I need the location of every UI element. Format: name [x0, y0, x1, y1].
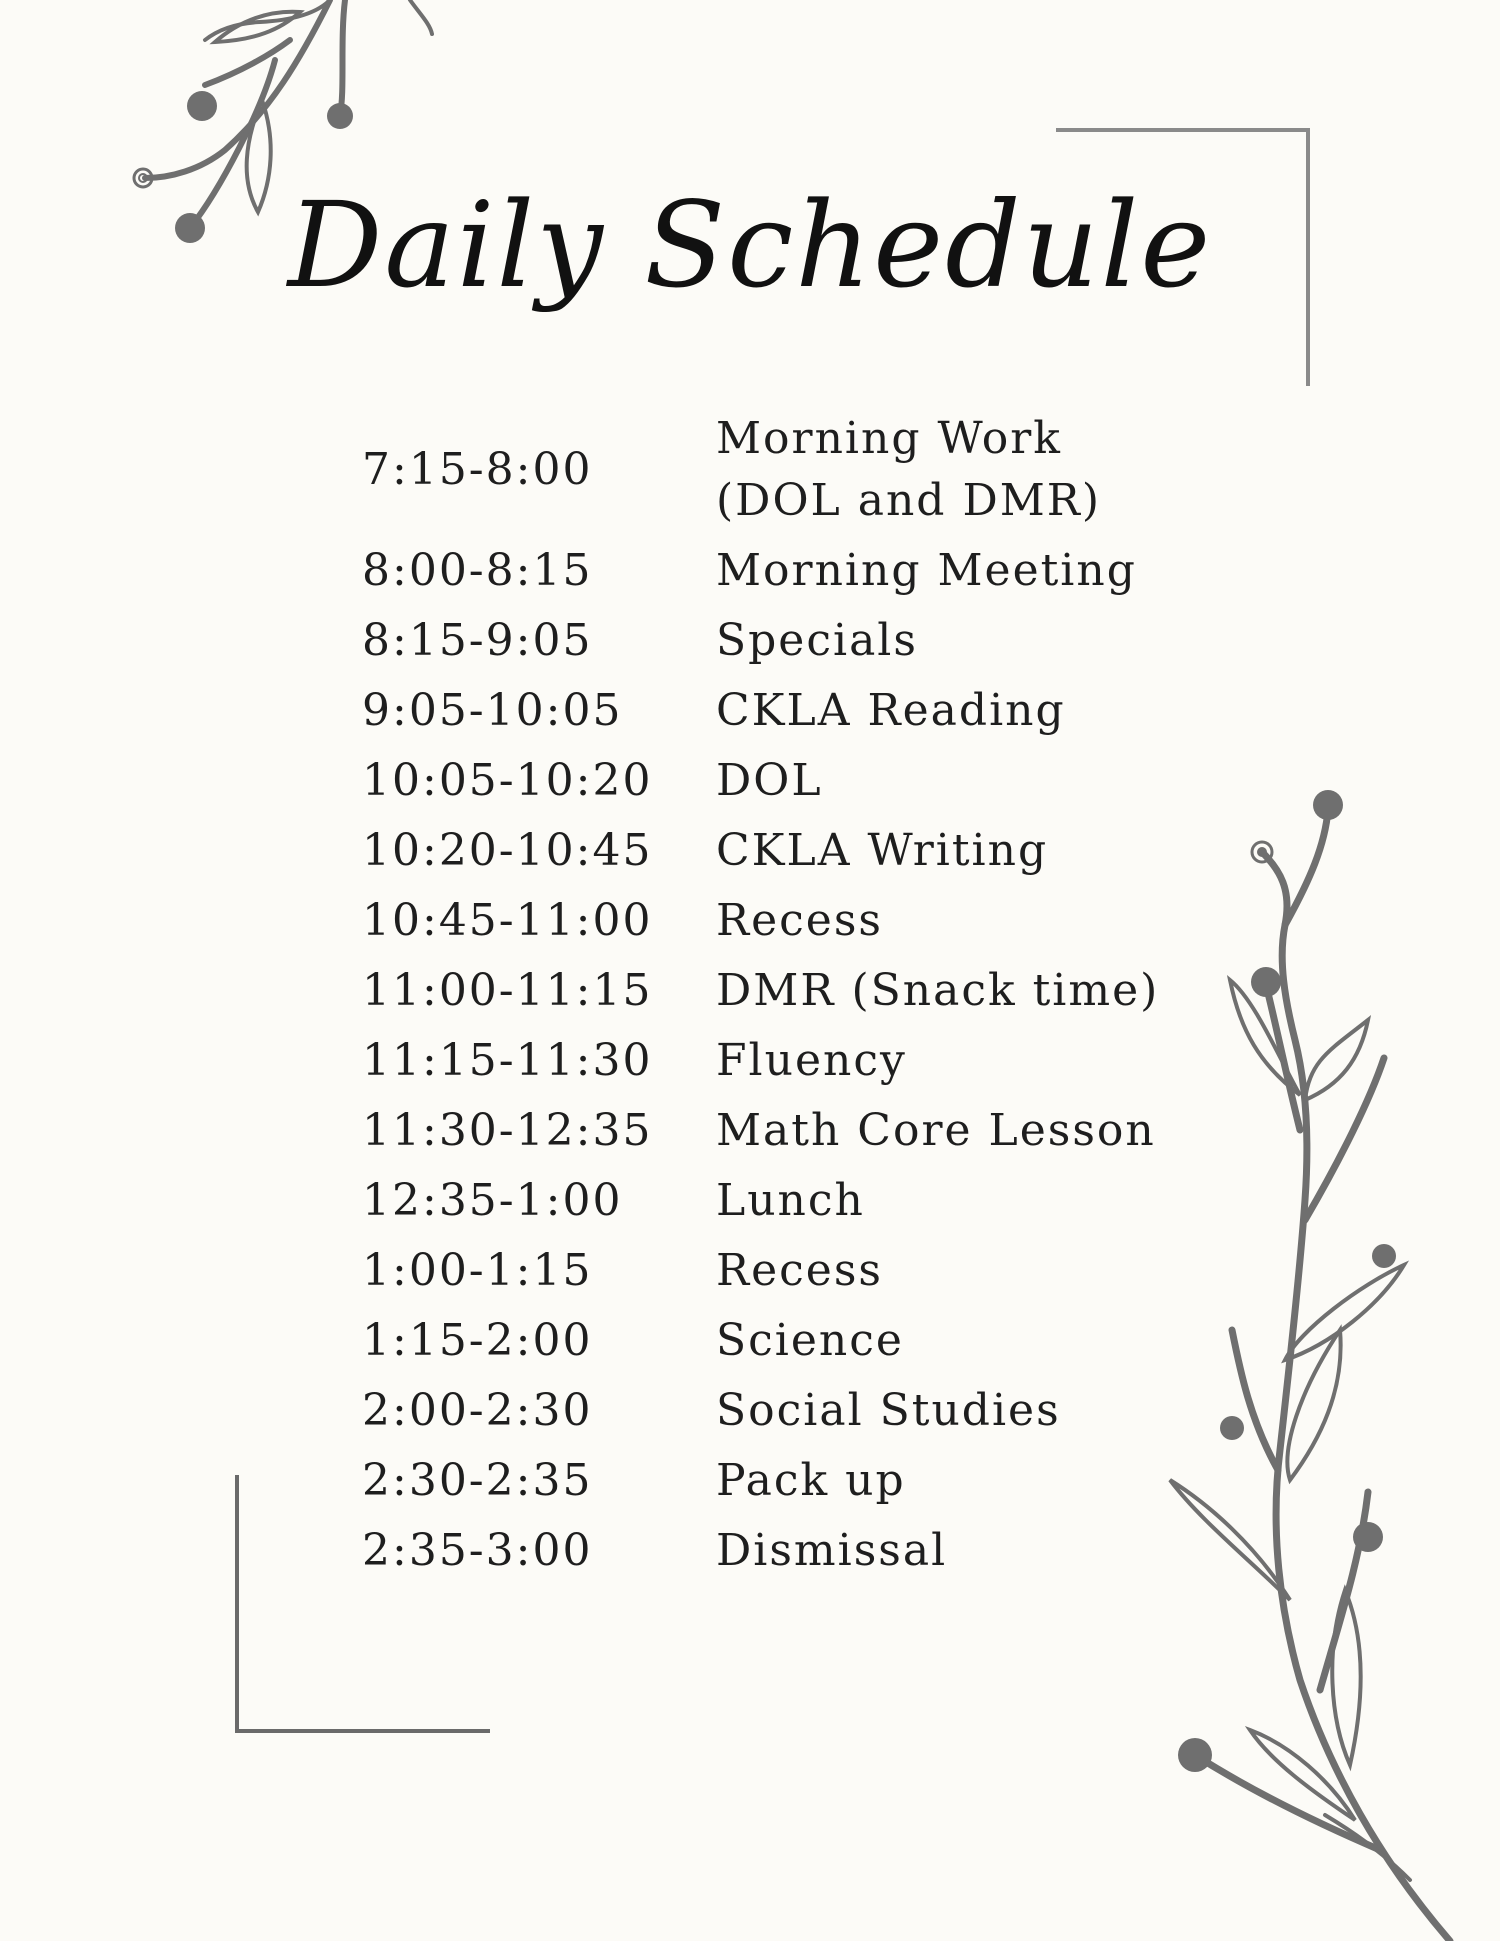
- schedule-time: 8:15-9:05: [362, 615, 593, 666]
- schedule-time: 10:05-10:20: [362, 755, 653, 806]
- schedule-activity: CKLA Writing: [716, 825, 1049, 876]
- schedule-activity: [716, 408, 1262, 532]
- schedule-time: 11:00-11:15: [362, 965, 653, 1016]
- schedule-row: [362, 1170, 1262, 1240]
- schedule-time: 1:00-1:15: [362, 1245, 593, 1296]
- schedule-time: 12:35-1:00: [362, 1175, 623, 1226]
- schedule-time: 2:30-2:35: [362, 1455, 593, 1506]
- schedule-list: [362, 400, 1262, 1590]
- schedule-activity: Pack up: [716, 1455, 906, 1506]
- schedule-time: 9:05-10:05: [362, 685, 623, 736]
- schedule-row: [362, 1310, 1262, 1380]
- schedule-row: [362, 400, 1262, 540]
- schedule-row: [362, 1100, 1262, 1170]
- schedule-activity: DMR (Snack time): [716, 965, 1160, 1016]
- schedule-activity: Social Studies: [716, 1385, 1061, 1436]
- schedule-activity: DOL: [716, 755, 823, 806]
- schedule-row: [362, 680, 1262, 750]
- schedule-time: 1:15-2:00: [362, 1315, 593, 1366]
- schedule-row: [362, 1520, 1262, 1590]
- schedule-row: [362, 750, 1262, 820]
- schedule-time: 11:15-11:30: [362, 1035, 653, 1086]
- schedule-activity: Dismissal: [716, 1525, 948, 1576]
- schedule-activity: Recess: [716, 895, 884, 946]
- schedule-time: 7:15-8:00: [362, 444, 593, 495]
- schedule-row: [362, 890, 1262, 960]
- schedule-row: [362, 1030, 1262, 1100]
- schedule-time: 10:20-10:45: [362, 825, 653, 876]
- schedule-row: [362, 540, 1262, 610]
- schedule-row: [362, 1380, 1262, 1450]
- schedule-activity-line: (DOL and DMR): [716, 475, 1102, 526]
- schedule-activity-line: Morning Work: [716, 413, 1062, 464]
- schedule-activity: Specials: [716, 615, 918, 666]
- schedule-activity: Science: [716, 1315, 904, 1366]
- schedule-activity: Fluency: [716, 1035, 907, 1086]
- schedule-time: 8:00-8:15: [362, 545, 593, 596]
- schedule-activity: Morning Meeting: [716, 545, 1137, 596]
- schedule-row: [362, 610, 1262, 680]
- page-title: Daily Schedule: [287, 176, 1213, 314]
- schedule-activity: CKLA Reading: [716, 685, 1066, 736]
- schedule-row: [362, 1450, 1262, 1520]
- schedule-activity: Recess: [716, 1245, 884, 1296]
- schedule-time: 10:45-11:00: [362, 895, 653, 946]
- schedule-activity: Lunch: [716, 1175, 865, 1226]
- schedule-time: 2:35-3:00: [362, 1525, 593, 1576]
- schedule-row: [362, 820, 1262, 890]
- schedule-activity: Math Core Lesson: [716, 1105, 1156, 1156]
- schedule-time: 2:00-2:30: [362, 1385, 593, 1436]
- schedule-row: [362, 1240, 1262, 1310]
- schedule-time: 11:30-12:35: [362, 1105, 653, 1156]
- schedule-row: [362, 960, 1262, 1030]
